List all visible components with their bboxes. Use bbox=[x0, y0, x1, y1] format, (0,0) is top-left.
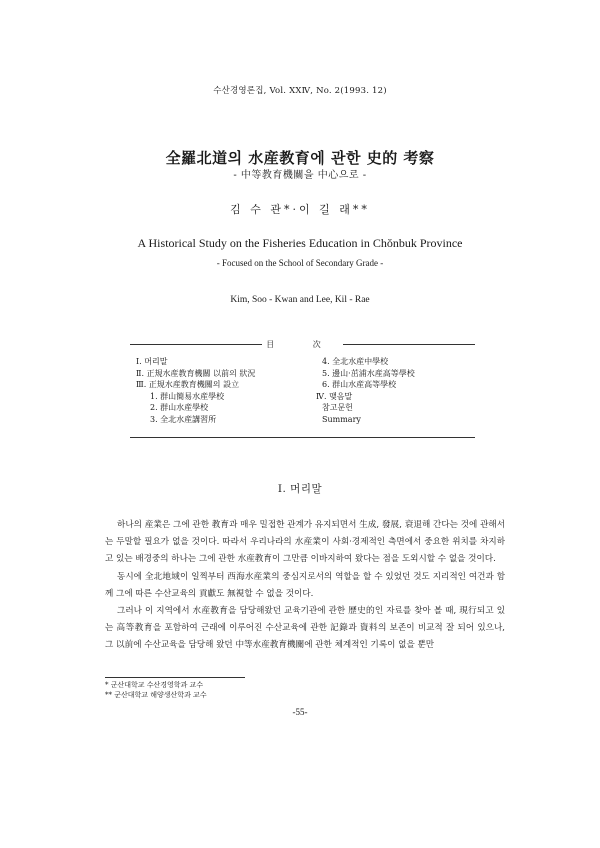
korean-subtitle: - 中等教育機關을 中心으로 - bbox=[233, 170, 367, 181]
toc-heading: 目 次 bbox=[130, 339, 475, 350]
toc-item: 6. 群山水産高等學校 bbox=[322, 380, 397, 390]
english-subtitle: - Focused on the School of Secondary Grade - bbox=[216, 258, 384, 268]
footnote-rule bbox=[105, 677, 245, 678]
korean-title: 全羅北道의 水産教育에 관한 史的 考察 bbox=[165, 149, 435, 167]
paragraph: 동시에 全北地域이 일찍부터 西海水産業의 중심지로서의 역할을 할 수 있었던 것도 지리적인 여건과 함께 그에 따른 수산교육의 貢獻도 無視할 수 없을 것이다. bbox=[105, 571, 505, 599]
toc-item: 2. 群山水産學校 bbox=[150, 403, 209, 413]
toc-item: Ⅲ. 正規水産教育機關의 設立 bbox=[136, 380, 240, 390]
paragraph: 하나의 産業은 그에 관한 教育과 매우 밀접한 관계가 유지되면서 生成, 發展, 衰退해 간다는 것에 관해서는 두말할 필요가 없을 것이다. 따라서 우리나라의 水産業이 사회·경제적인 측면에서 중요한 위치를 차지하고 있는 배경중의 하나는 그에 관한 水産教育이 그만큼 이바지하여 왔다는 점을 도외시할 수 없을 것이다. bbox=[105, 520, 505, 565]
english-title: A Historical Study on the Fisheries Education in Chŏnbuk Province bbox=[137, 236, 463, 250]
journal-header: 수산경영론집, Vol. ⅩⅩⅣ, No. 2(1993. 12) bbox=[213, 86, 387, 96]
table-of-contents bbox=[130, 340, 475, 438]
english-authors: Kim, Soo - Kwan and Lee, Kil - Rae bbox=[230, 295, 370, 305]
footnote: * 군산대학교 수산경영학과 교수 bbox=[105, 681, 204, 689]
toc-item: Ⅳ. 맺음말 bbox=[316, 391, 353, 401]
toc-item: Summary bbox=[322, 414, 361, 424]
toc-item: 참고문헌 bbox=[322, 403, 353, 413]
paragraph: 그러나 이 지역에서 水産教育을 담당해왔던 교육기관에 관한 歷史的인 자료를 찾아 볼 때, 現行되고 있는 高等教育을 포함하여 근래에 이루어진 수산교육에 관한 記錄과 資料의 보존이 비교적 잘 되어 있으나, 그 以前에 수산교육을 담당해 왔던 中等水産教育機關에 관한 체계적인 기록이 없을 뿐만 bbox=[105, 606, 505, 651]
toc-left-column bbox=[136, 356, 316, 426]
footnote: ** 군산대학교 해양생산학과 교수 bbox=[105, 691, 207, 699]
footnotes bbox=[105, 677, 355, 700]
section-heading: Ⅰ. 머리말 bbox=[277, 483, 323, 495]
page-number: -55- bbox=[292, 707, 308, 717]
toc-item: Ⅰ. 머리말 bbox=[136, 357, 168, 366]
toc-item: 3. 全北水産講習所 bbox=[150, 414, 217, 424]
toc-right-column bbox=[316, 356, 472, 426]
toc-bottom-rule bbox=[130, 437, 475, 438]
body-text bbox=[105, 517, 505, 655]
toc-item: 5. 邊山·茁浦水産高等學校 bbox=[322, 368, 415, 378]
toc-item: 1. 群山簡易水産學校 bbox=[150, 391, 225, 401]
toc-item: Ⅱ. 正規水産教育機關 以前의 狀況 bbox=[136, 368, 256, 378]
korean-authors: 김 수 관*·이 길 래** bbox=[230, 203, 370, 216]
toc-item: 4. 全北水産中學校 bbox=[322, 357, 389, 366]
